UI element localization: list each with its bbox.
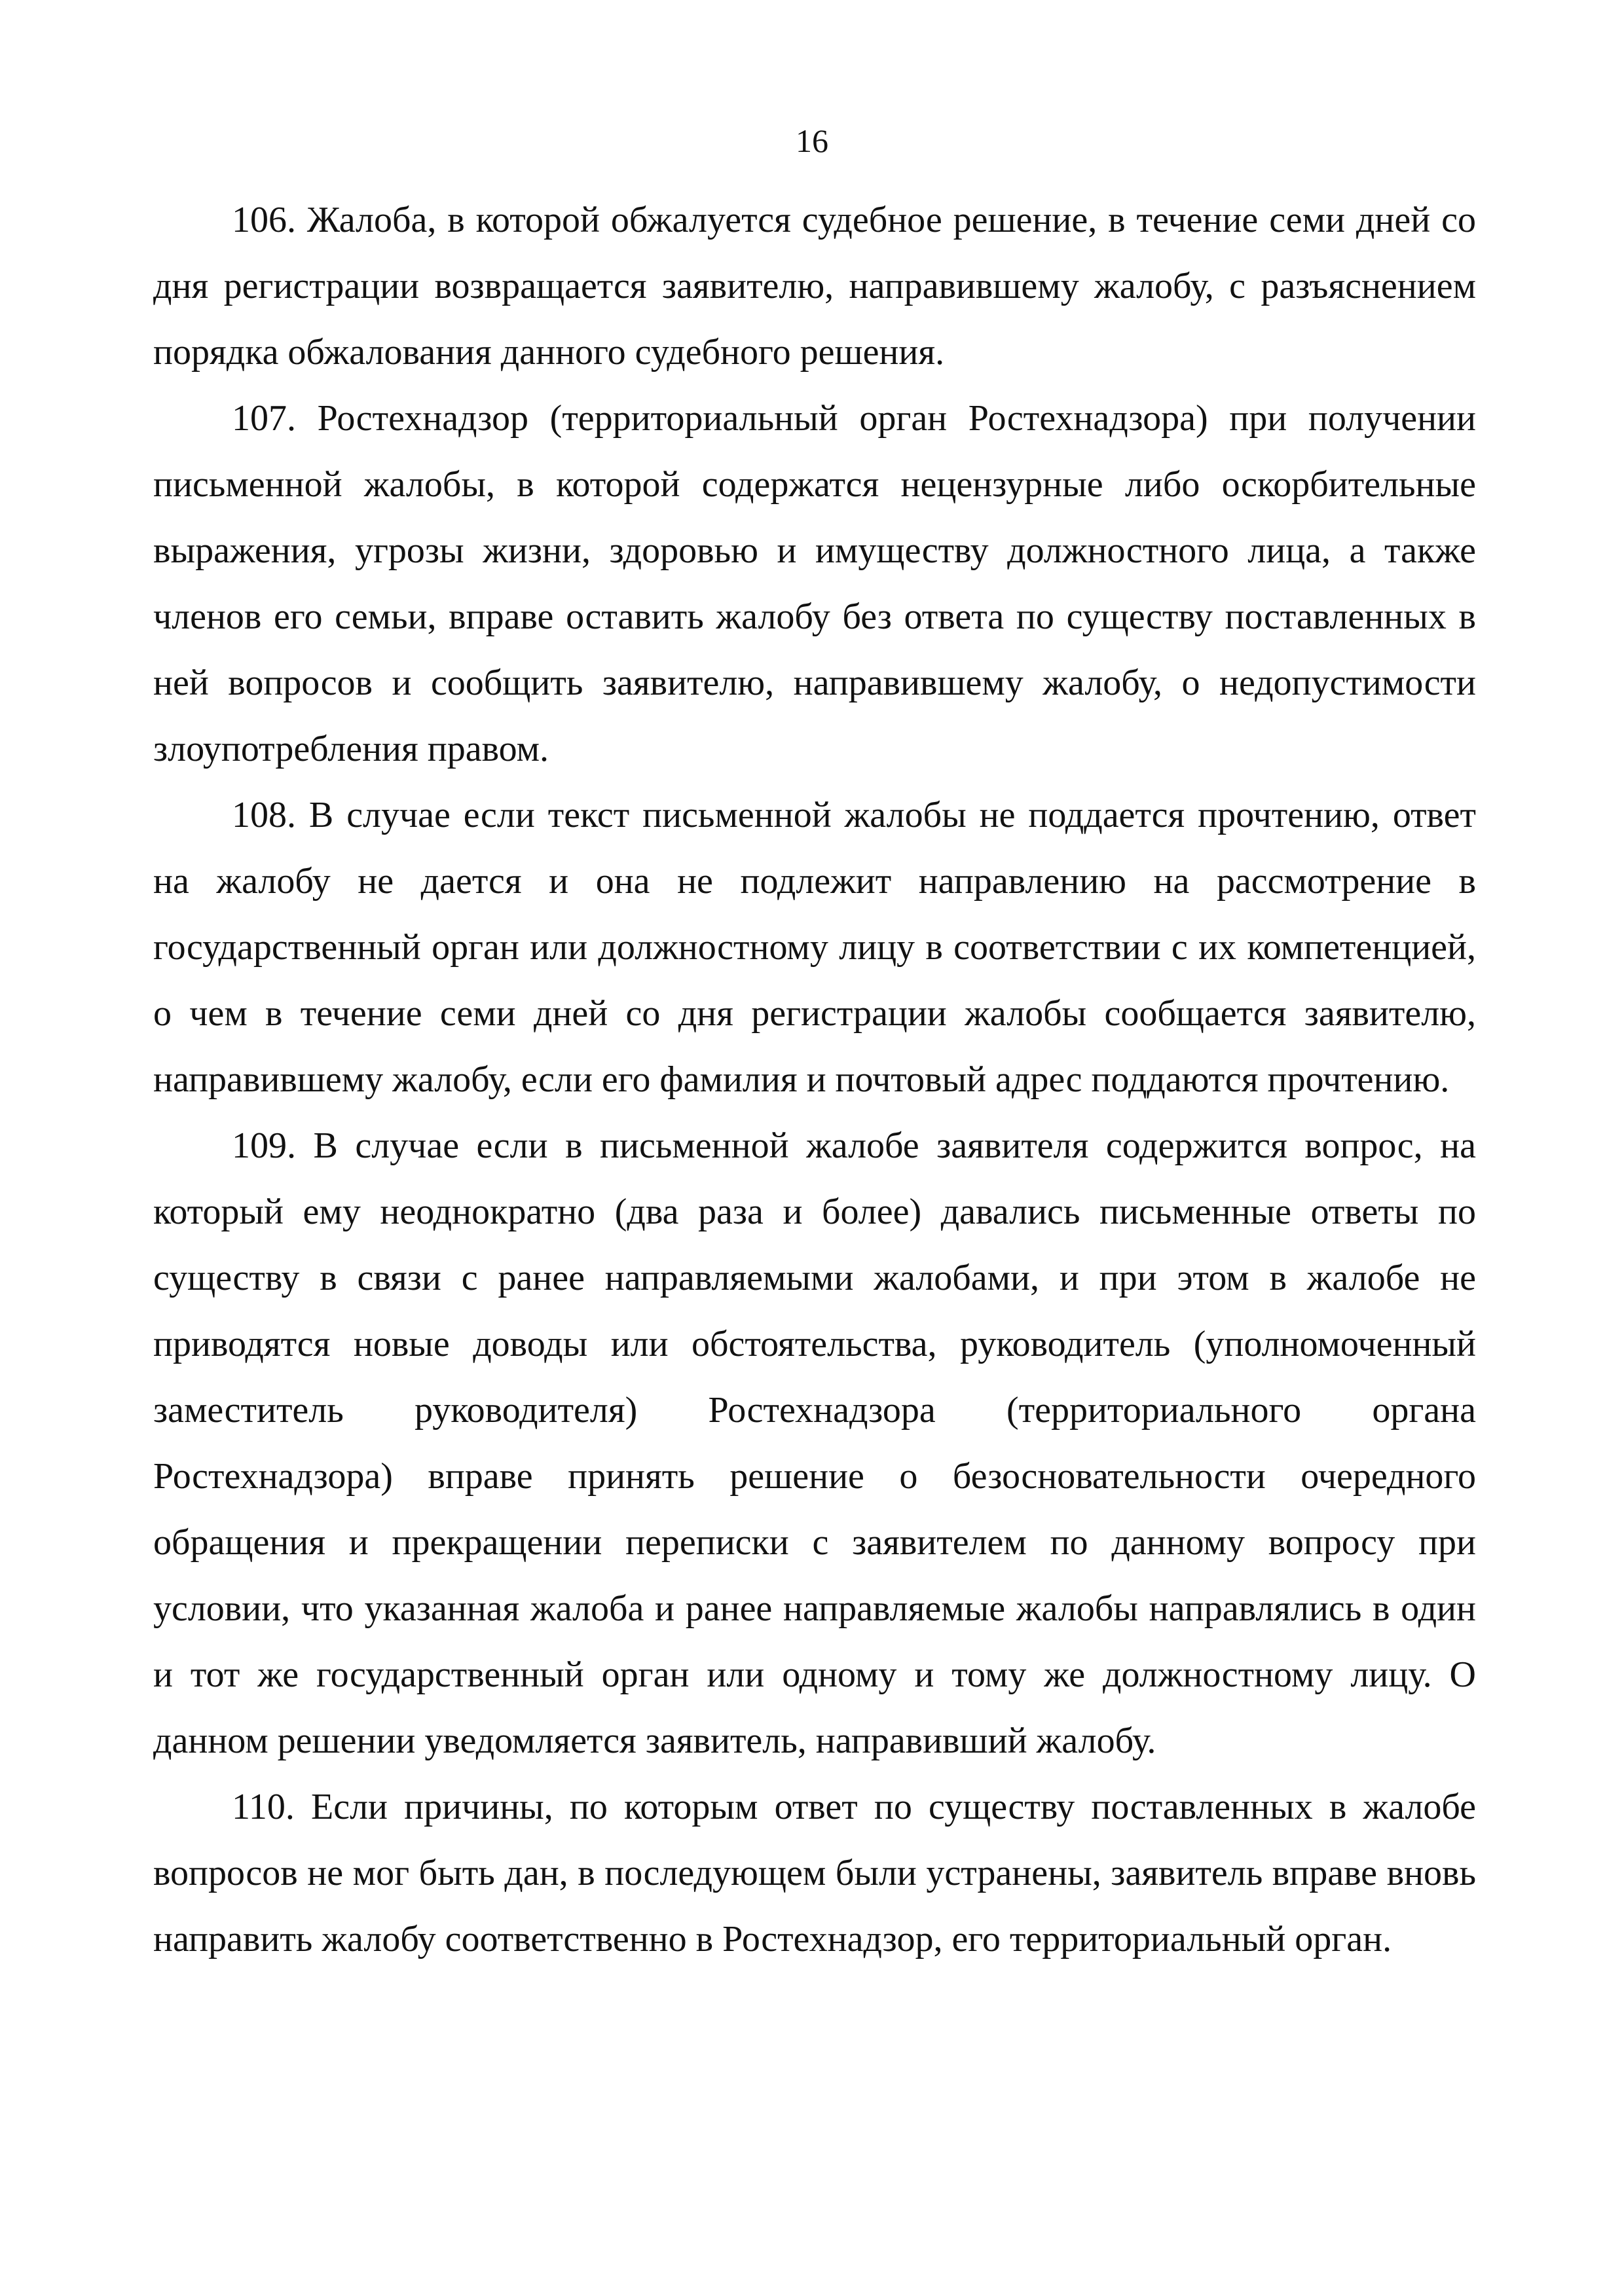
page-number: 16 xyxy=(796,122,828,159)
paragraph-106: 106. Жалоба, в которой обжалуется судебное решение, в течение семи дней со дня регистрации возвращается заявителю, направившему жалобу, с разъяснением порядка обжалования данного судебного решения. xyxy=(153,200,1476,373)
document-body xyxy=(153,187,1476,1973)
paragraph-108: 108. В случае если текст письменной жалобы не поддается прочтению, ответ на жалобу не дается и она не подлежит направлению на рассмотрение в государственный орган или должностному лицу в соответствии с их компетенцией, о чем в течение семи дней со дня регистрации жалобы сообщается заявителю, направившему жалобу, если его фамилия и почтовый адрес поддаются прочтению. xyxy=(153,795,1476,1100)
paragraph-109: 109. В случае если в письменной жалобе заявителя содержится вопрос, на который ему неоднократно (два раза и более) давались письменные ответы по существу в связи с ранее направляемыми жалобами, и при этом в жалобе не приводятся новые доводы или обстоятельства, руководитель (уполномоченный заместитель руководителя) Ростехнадзора (территориального органа Ростехнадзора) вправе принять решение о безосновательности очередного обращения и прекращении переписки с заявителем по данному вопросу при условии, что указанная жалоба и ранее направляемые жалобы направлялись в один и тот же государственный орган или одному и тому же должностному лицу. О данном решении уведомляется заявитель, направивший жалобу. xyxy=(153,1125,1476,1761)
paragraph-107: 107. Ростехнадзор (территориальный орган Ростехнадзора) при получении письменной жалобы, в которой содержатся нецензурные либо оскорбительные выражения, угрозы жизни, здоровью и имуществу должностного лица, а также членов его семьи, вправе оставить жалобу без ответа по существу поставленных в ней вопросов и сообщить заявителю, направившему жалобу, о недопустимости злоупотребления правом. xyxy=(153,398,1476,769)
paragraph-110: 110. Если причины, по которым ответ по существу поставленных в жалобе вопросов не мог быть дан, в последующем были устранены, заявитель вправе вновь направить жалобу соответственно в Ростехнадзор, его территориальный орган. xyxy=(153,1787,1476,1959)
